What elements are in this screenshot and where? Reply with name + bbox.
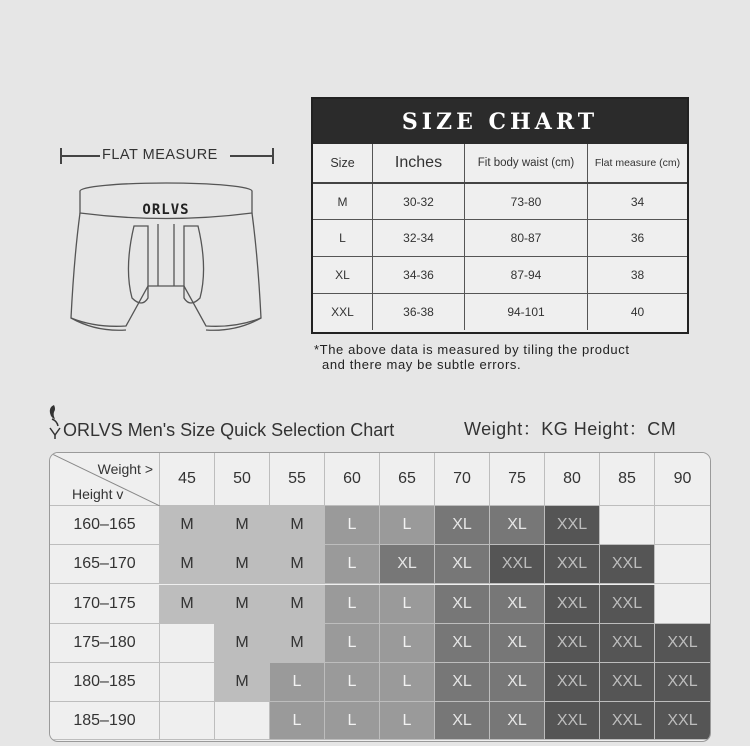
size-recommendation-cell: XL [490, 585, 545, 624]
size-recommendation-cell: XXL [490, 545, 545, 584]
size-recommendation-cell: XL [435, 624, 490, 663]
size-recommendation-cell: L [325, 545, 380, 584]
height-axis-label: Height v [72, 486, 124, 502]
size-recommendation-cell: XL [435, 506, 490, 545]
corner-cell [50, 453, 160, 506]
size-recommendation-cell: M [215, 663, 270, 702]
size-recommendation-cell: L [270, 702, 325, 740]
quick-chart-title: ORLVS Men's Size Quick Selection Chart [63, 420, 395, 440]
size-recommendation-cell: M [160, 545, 215, 584]
height-range-cell: 165–170 [50, 545, 160, 584]
height-range-cell: 170–175 [50, 585, 160, 624]
flat-measure-cell: 34 [587, 184, 687, 219]
size-recommendation-cell: XXL [545, 624, 600, 663]
size-recommendation-cell: L [380, 624, 435, 663]
size-recommendation-cell: L [380, 585, 435, 624]
size-recommendation-cell: XXL [545, 545, 600, 584]
flat-measure-indicator [60, 144, 274, 168]
size-recommendation-cell: XXL [600, 702, 655, 740]
empty-cell [160, 702, 215, 740]
size-recommendation-cell: L [325, 663, 380, 702]
size-recommendation-cell: XL [380, 545, 435, 584]
note-line-1: *The above data is measured by tiling the product [314, 342, 630, 357]
size-recommendation-cell: M [215, 506, 270, 545]
size-recommendation-cell: XXL [655, 624, 710, 663]
header-flat-measure: Flat measure (cm) [587, 144, 687, 182]
height-range-cell: 180–185 [50, 663, 160, 702]
size-recommendation-cell: M [270, 545, 325, 584]
size-cell: XXL [331, 305, 354, 319]
empty-cell [655, 585, 710, 624]
waist-cell: 73-80 [464, 184, 587, 219]
weight-header: 55 [270, 453, 325, 506]
weight-axis-label: Weight > [97, 461, 153, 477]
size-recommendation-cell: XL [435, 702, 490, 740]
size-recommendation-cell: XL [490, 624, 545, 663]
size-cell: L [339, 231, 346, 245]
height-row [50, 585, 710, 624]
empty-cell [600, 506, 655, 545]
height-row [50, 506, 710, 545]
size-recommendation-cell: L [380, 663, 435, 702]
size-recommendation-cell: XXL [600, 624, 655, 663]
size-recommendation-cell: L [270, 663, 325, 702]
weight-header: 75 [490, 453, 545, 506]
size-recommendation-cell: M [270, 624, 325, 663]
measurement-note [314, 342, 630, 372]
weight-header: 65 [380, 453, 435, 506]
waist-cell: 80-87 [464, 220, 587, 256]
weight-header-row [50, 453, 710, 506]
size-chart-title: SIZE CHART [313, 99, 687, 144]
size-recommendation-cell: XL [435, 663, 490, 702]
height-range-cell: 160–165 [50, 506, 160, 545]
waist-cell: 87-94 [464, 257, 587, 293]
size-recommendation-cell: XXL [545, 585, 600, 624]
size-recommendation-cell: XXL [545, 506, 600, 545]
height-row [50, 663, 710, 702]
quick-chart-units: Weight：KG Height：CM [464, 419, 677, 439]
size-recommendation-cell: XXL [545, 663, 600, 702]
size-recommendation-cell: L [325, 506, 380, 545]
header-fit-body-waist: Fit body waist (cm) [464, 144, 587, 182]
header-inches: Inches [372, 144, 464, 182]
brand-mark-icon [48, 404, 62, 440]
size-chart [311, 97, 689, 334]
header-size: Size [330, 156, 355, 170]
size-chart-row [313, 293, 687, 330]
flat-measure-cell: 38 [587, 257, 687, 293]
measure-line-left [60, 155, 100, 157]
size-chart-row [313, 256, 687, 293]
inches-cell: 34-36 [372, 257, 464, 293]
empty-cell [655, 506, 710, 545]
size-recommendation-cell: L [325, 624, 380, 663]
height-row [50, 624, 710, 663]
size-recommendation-cell: XXL [655, 663, 710, 702]
size-recommendation-cell: M [215, 545, 270, 584]
empty-cell [215, 702, 270, 740]
size-chart-table [313, 144, 687, 330]
size-recommendation-cell: L [325, 585, 380, 624]
size-recommendation-cell: M [215, 585, 270, 624]
weight-header: 90 [655, 453, 710, 506]
size-recommendation-cell: M [160, 506, 215, 545]
size-chart-row [313, 182, 687, 219]
size-chart-header-row [313, 144, 687, 182]
height-range-cell: 185–190 [50, 702, 160, 740]
size-recommendation-cell: M [270, 506, 325, 545]
size-recommendation-cell: XXL [655, 702, 710, 740]
size-recommendation-cell: XXL [600, 545, 655, 584]
height-row [50, 702, 710, 740]
weight-header: 70 [435, 453, 490, 506]
flat-measure-cell: 40 [587, 294, 687, 330]
weight-header: 85 [600, 453, 655, 506]
size-cell: XL [335, 268, 350, 282]
quick-selection-grid [49, 452, 711, 742]
weight-header: 80 [545, 453, 600, 506]
size-chart-row [313, 219, 687, 256]
flat-measure-cell: 36 [587, 220, 687, 256]
size-recommendation-cell: XXL [600, 585, 655, 624]
size-recommendation-cell: XL [435, 545, 490, 584]
size-recommendation-cell: M [215, 624, 270, 663]
size-recommendation-cell: XL [490, 506, 545, 545]
inches-cell: 36-38 [372, 294, 464, 330]
height-row [50, 545, 710, 584]
size-recommendation-cell: M [270, 585, 325, 624]
empty-cell [160, 663, 215, 702]
empty-cell [655, 545, 710, 584]
height-range-cell: 175–180 [50, 624, 160, 663]
size-recommendation-cell: XL [490, 663, 545, 702]
inches-cell: 32-34 [372, 220, 464, 256]
size-cell: M [337, 194, 348, 209]
waist-cell: 94-101 [464, 294, 587, 330]
size-recommendation-cell: L [325, 702, 380, 740]
note-line-2: and there may be subtle errors. [322, 357, 522, 372]
size-recommendation-cell: L [380, 702, 435, 740]
measure-cap-right [272, 148, 274, 164]
size-recommendation-cell: L [380, 506, 435, 545]
empty-cell [160, 624, 215, 663]
size-recommendation-cell: XL [435, 585, 490, 624]
measure-line-right [230, 155, 274, 157]
weight-header: 60 [325, 453, 380, 506]
size-recommendation-cell: XXL [600, 663, 655, 702]
size-recommendation-cell: M [160, 585, 215, 624]
weight-header: 50 [215, 453, 270, 506]
size-recommendation-cell: XXL [545, 702, 600, 740]
size-recommendation-cell: XL [490, 702, 545, 740]
brand-logo-text: ORLVS [142, 202, 190, 218]
inches-cell: 30-32 [372, 184, 464, 219]
weight-header: 45 [160, 453, 215, 506]
flat-measure-label: FLAT MEASURE [102, 147, 218, 163]
